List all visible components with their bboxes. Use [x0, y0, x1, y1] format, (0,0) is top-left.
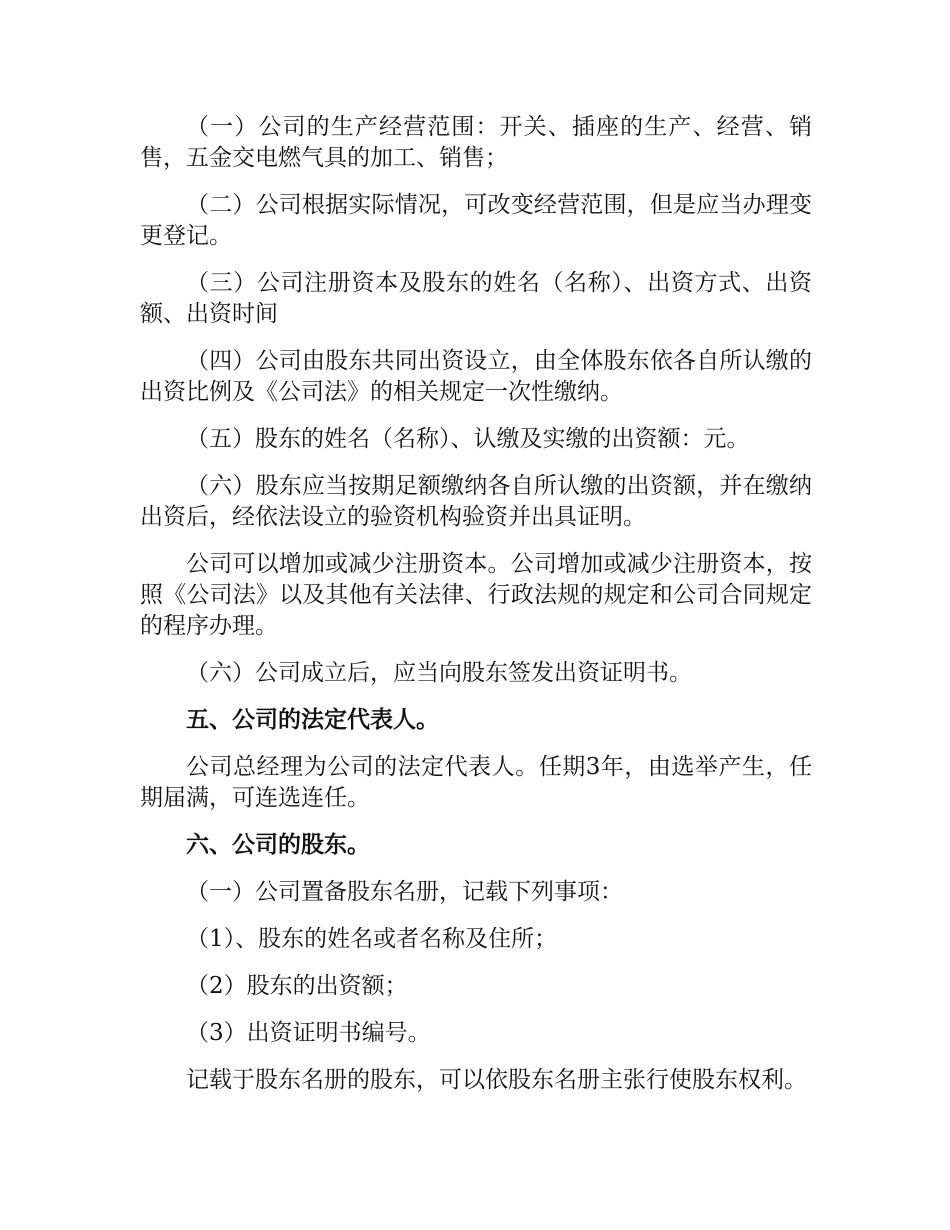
clause-capital-change: 公司可以增加或减少注册资本。公司增加或减少注册资本，按照《公司法》以及其他有关法律、行政法规的规定和公司合同规定的程序办理。: [140, 551, 812, 639]
clause-shareholder-rights: 记载于股东名册的股东，可以依股东名册主张行使股东权利。: [186, 1067, 807, 1093]
clause-registered-capital: （三）公司注册资本及股东的姓名（名称）、出资方式、出资额、出资时间: [140, 270, 812, 327]
list-item: （2）股东的出资额；: [186, 973, 408, 999]
document-body: [140, 112, 812, 1112]
section-heading-shareholders: 六、公司的股东。: [186, 832, 370, 858]
list-item: （3）出资证明书编号。: [186, 1020, 431, 1046]
clause-register-items: （一）公司置备股东名册，记载下列事项：: [186, 879, 623, 905]
clause-business-scope: （一）公司的生产经营范围：开关、插座的生产、经营、销售，五金交电燃气具的加工、销售；: [140, 114, 812, 171]
list-item: （1）、股东的姓名或者名称及住所；: [186, 926, 558, 952]
section-heading-legal-rep: 五、公司的法定代表人。: [186, 707, 439, 733]
clause-joint-contribution: （四）公司由股东共同出资设立，由全体股东依各自所认缴的出资比例及《公司法》的相关规定一次性缴纳。: [140, 348, 812, 405]
clause-shareholder-amount: （五）股东的姓名（名称）、认缴及实缴的出资额：元。: [186, 426, 750, 452]
clause-contribution-certificate: （六）公司成立后，应当向股东签发出资证明书。: [186, 660, 692, 686]
clause-change-scope: （二）公司根据实际情况，可改变经营范围，但是应当办理变更登记。: [140, 192, 812, 249]
clause-legal-rep: 公司总经理为公司的法定代表人。任期3年，由选举产生，任期届满，可连选连任。: [140, 754, 812, 811]
clause-payment-verification: （六）股东应当按期足额缴纳各自所认缴的出资额，并在缴纳出资后，经依法设立的验资机构验资并出具证明。: [140, 473, 812, 530]
